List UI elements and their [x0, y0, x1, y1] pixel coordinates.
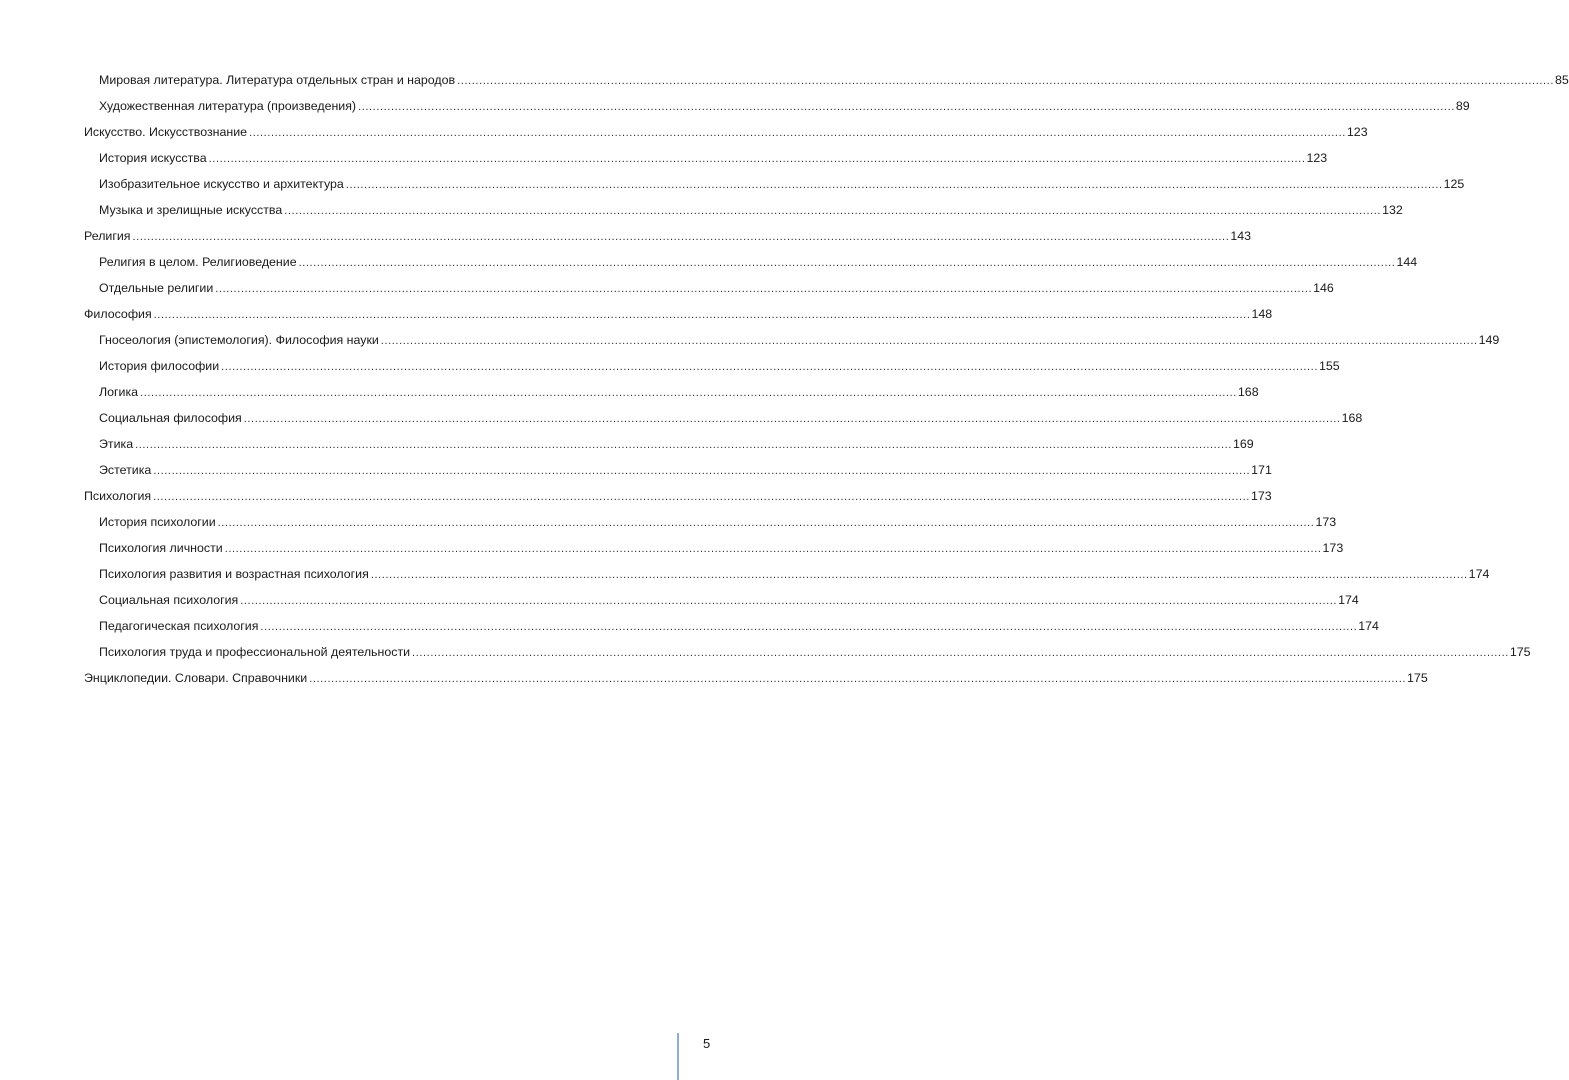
toc-dot-leader: ............................................................................................................................................................................................................................................................................................................: [132, 231, 1230, 243]
toc-dot-leader: ............................................................................................................................................................................................................................................................................................................: [153, 491, 1250, 503]
toc-entry[interactable]: [84, 665, 1428, 691]
toc-entry[interactable]: [99, 249, 1418, 275]
toc-entry-title: История философии: [99, 353, 221, 379]
toc-entry[interactable]: [84, 223, 1252, 249]
toc-entry-page-number: 123: [1305, 145, 1327, 171]
toc-entry-title: История психологии: [99, 509, 218, 535]
toc-dot-leader: ............................................................................................................................................................................................................................................................................................................: [298, 257, 1396, 269]
toc-entry-page-number: 155: [1318, 353, 1340, 379]
toc-entry-page-number: 143: [1229, 223, 1251, 249]
toc-dot-leader: ............................................................................................................................................................................................................................................................................................................: [370, 569, 1468, 581]
toc-entry-page-number: 173: [1322, 535, 1344, 561]
toc-entry-page-number: 175: [1406, 665, 1428, 691]
page-number-rule: [677, 1033, 679, 1080]
toc-entry-title: Религия: [84, 223, 133, 249]
toc-dot-leader: ............................................................................................................................................................................................................................................................................................................: [215, 283, 1313, 295]
toc-entry-page-number: 148: [1251, 301, 1273, 327]
toc-dot-leader: ............................................................................................................................................................................................................................................................................................................: [217, 517, 1315, 529]
toc-entry-page-number: 168: [1341, 405, 1363, 431]
toc-entry[interactable]: [99, 431, 1254, 457]
toc-entry[interactable]: [99, 197, 1403, 223]
toc-entry[interactable]: [99, 639, 1531, 665]
toc-entry-title: Логика: [99, 379, 140, 405]
table-of-contents: [0, 67, 1569, 691]
toc-entry-page-number: 174: [1468, 561, 1490, 587]
toc-entry[interactable]: [99, 613, 1379, 639]
page-number: 5: [703, 1036, 711, 1051]
toc-entry-title: Психология: [84, 483, 153, 509]
toc-entry-page-number: 169: [1232, 431, 1254, 457]
toc-entry[interactable]: [99, 353, 1340, 379]
toc-entry[interactable]: [99, 535, 1344, 561]
toc-entry[interactable]: [99, 275, 1334, 301]
toc-dot-leader: ............................................................................................................................................................................................................................................................................................................: [260, 621, 1358, 633]
toc-dot-leader: ............................................................................................................................................................................................................................................................................................................: [380, 335, 1478, 347]
toc-entry[interactable]: [99, 327, 1500, 353]
toc-dot-leader: ............................................................................................................................................................................................................................................................................................................: [208, 153, 1306, 165]
toc-entry[interactable]: [99, 171, 1465, 197]
toc-entry-page-number: 173: [1250, 483, 1272, 509]
toc-entry-page-number: 173: [1314, 509, 1336, 535]
toc-entry-page-number: 125: [1443, 171, 1465, 197]
toc-entry-page-number: 146: [1312, 275, 1334, 301]
toc-entry-page-number: 144: [1395, 249, 1417, 275]
toc-entry-page-number: 85: [1554, 67, 1569, 93]
toc-dot-leader: ............................................................................................................................................................................................................................................................................................................: [243, 413, 1341, 425]
toc-entry[interactable]: [99, 145, 1328, 171]
toc-entry[interactable]: [99, 93, 1470, 119]
toc-entry-title: Психология личности: [99, 535, 225, 561]
toc-entry-title: Психология развития и возрастная психология: [99, 561, 371, 587]
toc-entry-page-number: 174: [1337, 587, 1359, 613]
toc-entry-title: Религия в целом. Религиоведение: [99, 249, 299, 275]
toc-entry-page-number: 149: [1478, 327, 1500, 353]
toc-dot-leader: ............................................................................................................................................................................................................................................................................................................: [140, 387, 1237, 399]
toc-dot-leader: ............................................................................................................................................................................................................................................................................................................: [153, 309, 1251, 321]
toc-entry-title: Педагогическая психология: [99, 613, 260, 639]
toc-dot-leader: ............................................................................................................................................................................................................................................................................................................: [412, 647, 1509, 659]
toc-entry-title: Музыка и зрелищные искусства: [99, 197, 284, 223]
toc-entry-page-number: 168: [1237, 379, 1259, 405]
toc-entry-title: Энциклопедии. Словари. Справочники: [84, 665, 309, 691]
toc-entry[interactable]: [99, 379, 1259, 405]
toc-dot-leader: ............................................................................................................................................................................................................................................................................................................: [153, 465, 1251, 477]
toc-entry-page-number: 175: [1509, 639, 1531, 665]
toc-entry[interactable]: [99, 457, 1272, 483]
toc-entry-title: Изобразительное искусство и архитектура: [99, 171, 346, 197]
toc-dot-leader: ............................................................................................................................................................................................................................................................................................................: [240, 595, 1338, 607]
toc-entry-title: Философия: [84, 301, 154, 327]
toc-entry-page-number: 89: [1455, 93, 1470, 119]
toc-entry[interactable]: [84, 119, 1368, 145]
toc-dot-leader: ............................................................................................................................................................................................................................................................................................................: [221, 361, 1318, 373]
toc-entry-page-number: 132: [1381, 197, 1403, 223]
toc-entry-page-number: 123: [1346, 119, 1368, 145]
toc-dot-leader: ............................................................................................................................................................................................................................................................................................................: [457, 75, 1554, 87]
toc-entry[interactable]: [99, 587, 1359, 613]
toc-dot-leader: ............................................................................................................................................................................................................................................................................................................: [135, 439, 1232, 451]
toc-dot-leader: ............................................................................................................................................................................................................................................................................................................: [224, 543, 1322, 555]
toc-entry-title: Эстетика: [99, 457, 153, 483]
toc-entry[interactable]: [99, 67, 1569, 93]
toc-entry[interactable]: [99, 405, 1363, 431]
toc-dot-leader: ............................................................................................................................................................................................................................................................................................................: [249, 127, 1346, 139]
toc-entry-title: Гносеология (эпистемология). Философия науки: [99, 327, 381, 353]
toc-dot-leader: ............................................................................................................................................................................................................................................................................................................: [309, 673, 1407, 685]
toc-entry-page-number: 171: [1250, 457, 1272, 483]
toc-entry-title: Отдельные религии: [99, 275, 215, 301]
toc-entry-page-number: 174: [1357, 613, 1379, 639]
toc-entry[interactable]: [99, 509, 1337, 535]
toc-entry-title: История искусства: [99, 145, 209, 171]
toc-dot-leader: ............................................................................................................................................................................................................................................................................................................: [358, 101, 1455, 113]
toc-dot-leader: ............................................................................................................................................................................................................................................................................................................: [284, 205, 1382, 217]
toc-entry-title: Художественная литература (произведения): [99, 93, 358, 119]
toc-entry[interactable]: [99, 561, 1490, 587]
toc-entry-title: Социальная психология: [99, 587, 240, 613]
toc-entry-title: Психология труда и профессиональной деятельности: [99, 639, 412, 665]
toc-dot-leader: ............................................................................................................................................................................................................................................................................................................: [345, 179, 1443, 191]
toc-entry[interactable]: [84, 483, 1272, 509]
toc-entry-title: Искусство. Искусствознание: [84, 119, 249, 145]
toc-entry-title: Социальная философия: [99, 405, 244, 431]
toc-entry[interactable]: [84, 301, 1273, 327]
toc-entry-title: Мировая литература. Литература отдельных стран и народов: [99, 67, 457, 93]
toc-entry-title: Этика: [99, 431, 135, 457]
